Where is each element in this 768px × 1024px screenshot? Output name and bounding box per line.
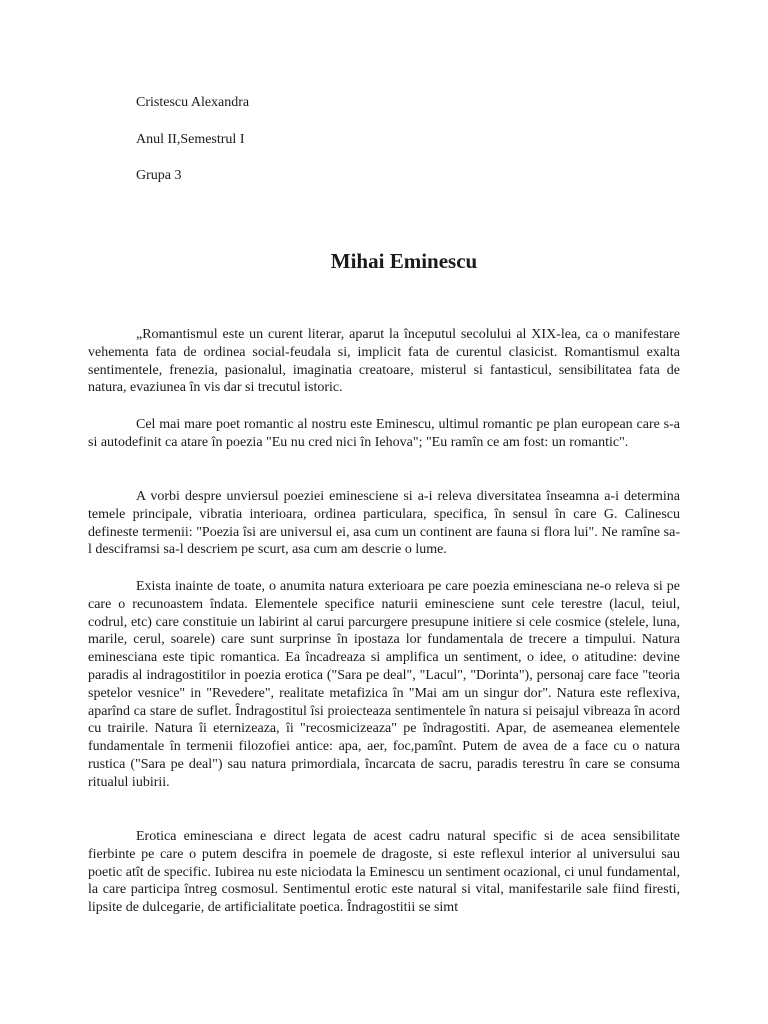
paragraph-4: Exista inainte de toate, o anumita natura exterioara pe care poezia eminesciana ne-o releva si pe care o recunoastem îndata. Elementele specifice naturii eminesciene sunt cele terestre (lacul, teiul, codrul, etc) care constituie un labirint al carui parcurgere presupune initiere si cele cosmice (stelele, luna, marile, cerul, soarele) care sunt surprinse în ipostaza lor fundamentala de trecere a timpului. Natura eminesciana este tipic romantica. Ea încadreaza si amplifica un sentiment, o idee, o atitudine: devine paradis al indragostitilor in poezia erotica ("Sara pe deal", "Lacul", "Dorinta"), personaj care face "teoria spetelor vesnice" in "Revedere", realitate metafizica în "Mai am un singur dor". Natura este reflexiva, aparînd ca stare de suflet. Îndragostitul îsi proiecteaza sentimentele în natura si peisajul vibreaza în acord cu trairile. Natura îi eternizeaza, îi "recosmicizeaza" pe îndragostiti. Apar, de asemeanea elementele fundamentale în termenii filozofiei antice: apa, aer, foc,pamînt. Putem de avea de a face cu o natura rustica ("Sara pe deal") sau natura primordiala, încarcata de sacru, paradis terestru în care se consuma ritualul iubirii. bbox=[88, 579, 680, 790]
paragraph-5: Erotica eminesciana e direct legata de acest cadru natural specific si de acea sensibilitate fierbinte pe care o putem descifra in poemele de dragoste, si este reflexul interior al universului sau poetic atît de specific. Iubirea nu este niciodata la Eminescu un sentiment ocazional, ci unul fundamental, la care participa întreg cosmosul. Sentimentul erotic este natural si vital, manifestarile sale fiind firesti, lipsite de dulcegarie, de artificialitate poetica. Îndragostitii se simt bbox=[88, 829, 680, 916]
group-label: Grupa 3 bbox=[136, 168, 182, 183]
author-name: Cristescu Alexandra bbox=[136, 95, 250, 110]
paragraph-1: „Romantismul este un curent literar, aparut la începutul secolului al XIX-lea, ca o manifestare vehementa fata de ordinea social-feudala si, implicit fata de curentul clasicist. Romantismul exalta sentimentele, frenezia, pasionalul, imaginatia creatoare, misterul si fantasticul, sensibilitatea fata de natura, evaziunea în vis dar si trecutul istoric. bbox=[88, 327, 680, 396]
year-semester: Anul II,Semestrul I bbox=[136, 132, 245, 147]
paragraph-2: Cel mai mare poet romantic al nostru este Eminescu, ultimul romantic pe plan european care s-a si autodefinit ca atare în poezia "Eu nu cred nici în Iehova"; "Eu ramîn ce am fost: un romantic". bbox=[88, 417, 680, 450]
paragraph-3: A vorbi despre unviersul poeziei eminesciene si a-i releva diversitatea înseamna a-i determina temele principale, vibratia interioara, ordinea particulara, specifica, în sensul în care G. Calinescu defineste termenii: "Poezia îsi are universul ei, asa cum un continent are fauna si flora lui". Ne ramîne sa-l desciframsi sa-l descriem pe scurt, asa cum am descrie o lume. bbox=[88, 489, 680, 558]
document-title: Mihai Eminescu bbox=[330, 249, 478, 273]
